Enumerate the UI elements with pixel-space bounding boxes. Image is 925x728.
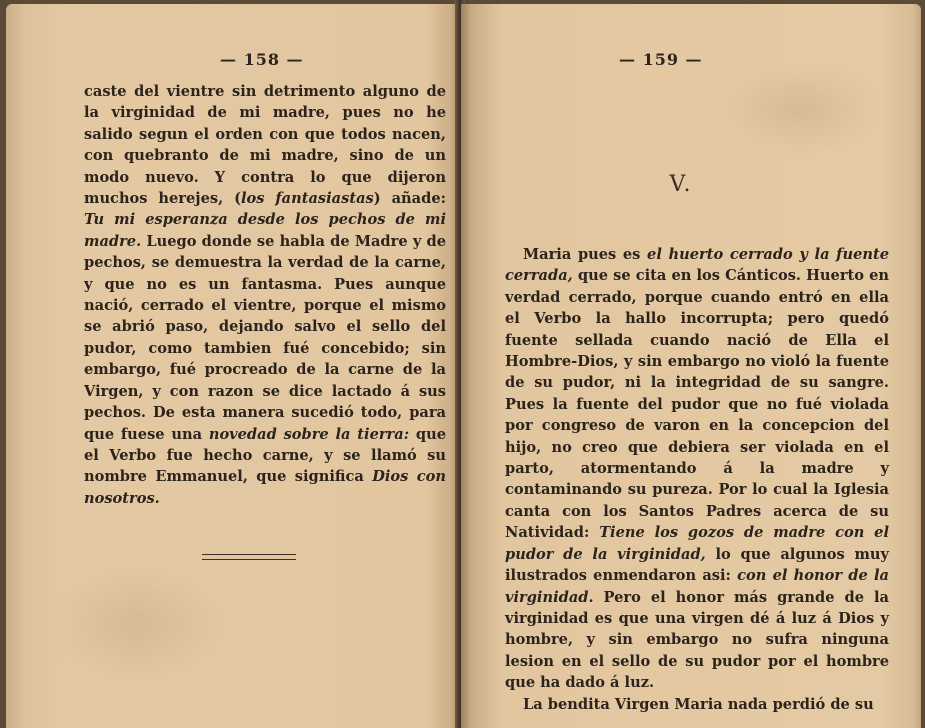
end-rule-bottom: [202, 559, 296, 560]
right-paragraph-2: La bendita Virgen Maria nada perdió de su: [523, 695, 874, 713]
right-paragraph-1: [505, 244, 889, 694]
left-text-3: Luego donde se habla de Madre y de pechos, se demuestra la verdad de la carne, y que no es un fantasma. Pues aunque nació, cerrado el vientre, porque el mismo se abrió paso, dejando salvo el sello del pudor, como tambien fué concebido; sin embargo, fué procreado de la carne de la Virgen, y con razon se dice lactado á sus pechos. De esta manera sucedió todo, para que fuese una: [84, 232, 446, 443]
page-number-left: — 158 —: [220, 50, 304, 69]
left-paragraph: [84, 81, 446, 509]
right-text-4: Pero el honor más grande de la virginidad es que una virgen dé á luz á Dios y hombre, y sin embargo no sufra ninguna lesion en el sello de su pudor por el hombre que ha dado á luz.: [505, 588, 889, 692]
end-rule-top: [202, 554, 296, 555]
right-text-2: que se cita en los Cánticos. Huerto en verdad cerrado, porque cuando entró en ella el Verbo la hallo incorrupta; pero quedó fuente sellada cuando nació de Ella el Hombre-Dios, y sin embargo no violó la fuente de su pudor, ni la integridad de su sangre. Pues la fuente del pudor que no fué violada por congreso de varon en la concepcion del hijo, no creo que debiera ser violada en el parto, atormentando á la madre y contaminando su pureza. Por lo cual la Iglesia canta con los Santos Padres acerca de su Natividad:: [505, 267, 889, 542]
page-number-right: — 159 —: [619, 50, 703, 69]
left-page-text: [84, 81, 446, 509]
right-text-1: Maria pues es: [523, 246, 648, 263]
left-text-2: ) añade:: [373, 190, 447, 208]
left-italic-4: Dios con nosotros.: [84, 468, 446, 507]
left-italic-1: los fantasiastas: [240, 190, 374, 208]
right-page-text: [505, 244, 889, 715]
chapter-heading: V.: [669, 172, 693, 197]
left-italic-2: Tu mi esperanza desde los pechos de mi madre.: [84, 211, 446, 250]
right-italic-1: el huerto cerrado y la fuente cerrada,: [505, 246, 889, 285]
right-italic-3: con el honor de la virginidad.: [505, 567, 890, 606]
left-text-1: caste del vientre sin detrimento alguno de la virginidad de mi madre, pues no he salido segun el orden con que todos nacen, con quebranto de mi madre, sino de un modo nuevo. Y contra lo que dijeron muchos herejes, (: [84, 83, 446, 208]
right-text-3: lo que algunos muy ilustrados enmendaron asi:: [505, 545, 890, 585]
right-page: [461, 4, 921, 728]
paper-stain: [46, 564, 226, 684]
left-italic-3: novedad sobre la tierra:: [208, 425, 410, 443]
left-text-4: que el Verbo fue hecho carne, y se llamó su nombre Emmanuel, que significa: [84, 425, 446, 486]
right-italic-2: Tiene los gozos de madre con el pudor de la virginidad,: [505, 524, 889, 563]
left-page: [6, 4, 459, 728]
paper-stain: [721, 64, 881, 154]
